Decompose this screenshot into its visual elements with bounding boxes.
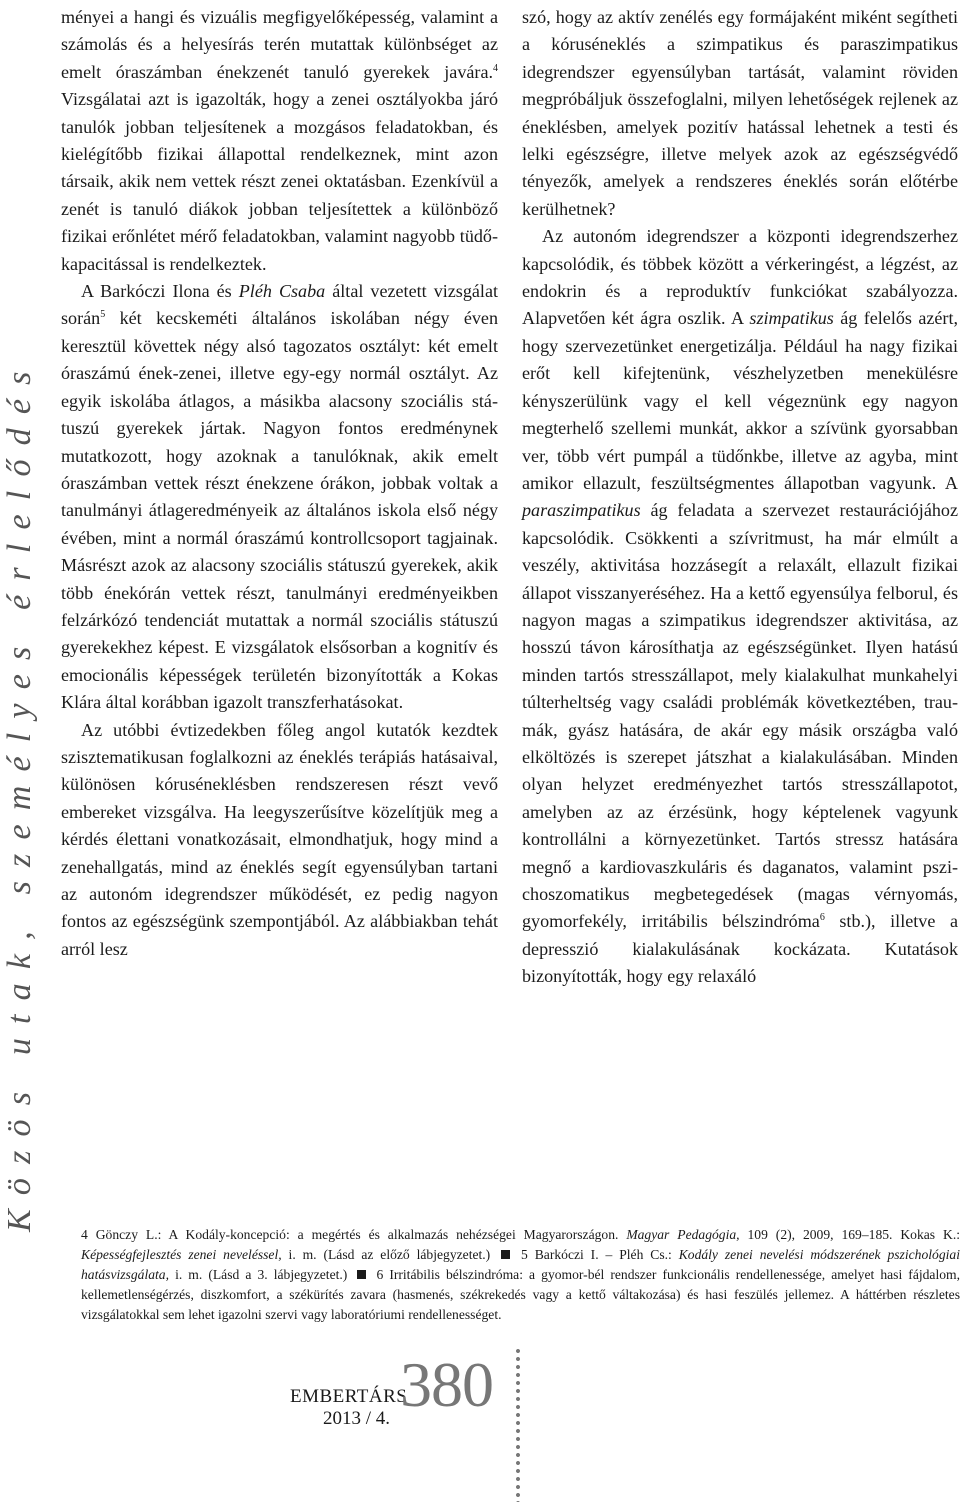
journal-issue: 2013 / 4. xyxy=(322,1408,390,1429)
footnote-ref-4: 4 xyxy=(493,62,498,74)
left-paragraph-3: Az utóbbi évtizedekben főleg angol kutatók kezdtek szisztematikusan foglalkozni az éneklés terápiás hatásaival, különösen kóruséneklésben rendszeresen részt vevő embereket vizsgálva. Ha leegyszerűsítve közelítjük meg a kérdés élettani vonatkozásait, elmondhatjuk, hogy mind a zenehallgatás, mind az éneklés segít egyensúlyban tartani az autonóm idegrendszer működését, ez pedig nagyon fontos az egészségünk szempontjából. Az alábbiakban tehát arról lesz xyxy=(61,719,498,959)
square-bullet-icon xyxy=(357,1270,366,1279)
right-column xyxy=(522,4,958,991)
running-title: Közös utak, személyes érlelődés xyxy=(1,357,38,1233)
dot-pattern-decoration xyxy=(514,1347,522,1502)
left-column xyxy=(61,4,498,963)
journal-info xyxy=(290,1386,408,1430)
footnote-5: 5 Barkóczi I. – Pléh Cs.: Kodály zenei nevelési módszerének pszichológiai hatásvizsgálata, i. m. (Lásd a 3. lábjegyzetet.) xyxy=(81,1247,960,1282)
page-number: 380 xyxy=(400,1349,493,1420)
footnote-ref-6: 6 xyxy=(819,912,825,924)
footnote-ref-5: 5 xyxy=(100,309,106,321)
right-paragraph-2: Az autonóm idegrendszer a központi idegrendszerhez kapcsolódik, és többek között a vérkeringést, a légzést, az endokrin és a reproduktív funkciókat szabályozza. Alapvetően két ágra oszlik. A szimpatikus ág felelős azért, hogy szervezetünket energetizálja. Például ha nagy fizikai erőt kell kifejtenünk, vészhelyzetben menekülésre kényszerülünk vagy el kell végeznünk egy nagyon megterhelő szellemi munkát, akkor a szívünk gyorsabban ver, több vért pumpál a tüdőnkbe, illetve az agyba, mint amikor ellazult, feszültségmentes állapotban vagyunk. A paraszimpatikus ág feladata a szervezet restaurációjához kapcsolódik. Csökkenti a szívritmust, ha már elmúlt a veszély, aktivitása hozzásegít a relaxált, ellazult fizikai állapot visszanyeréséhez. Ha a kettő egyensúlya felborul, és nagyon magas a szimpatikus idegrendszer aktivitása, az hosszú távon károsíthatja az egészségünket. Ilyen hatású minden tartós stresszállapot, mely kialakulhat munkahelyi túlterheltség vagy családi problémák következtében, traumák, gyász hatására, de akár egy másik országba való elköltözés is szerepet játszhat a kialakulásában. Minden olyan helyzet eredményezhet tartós stresszállapotot, amelyben az az érzésünk, hogy képtelenek vagyunk kontrollálni a környezetünket. Tartós stressz hatására megnő a kardiovaszkuláris és daganatos, valamint pszichoszomatikus megbetegedések (magas vérnyomás, gyomorfekély, irritábilis bélszindróma$^6$ stb.), illetve a depresszió kialakulásának kockázata. Kutatások bizonyították, hogy egy relaxáló xyxy=(522,226,959,987)
square-bullet-icon xyxy=(501,1250,510,1259)
footnote-4: 4 Gönczy L.: A Kodály-koncepció: a megértés és alkalmazás nehézségei Magyarországon. Magyar Pedagógia, 109 (2), 2009, 169–185. Kokas K.: Képességfejlesztés zenei neveléssel, i. m. (Lásd az előző lábjegyzetet.) xyxy=(81,1227,960,1262)
left-paragraph-2: A Barkóczi Ilona és Pléh Csaba által vezetett vizsgálat során$^5$ két kecskeméti általános iskolában négy éven keresztül követtek négy alsó tagozatos osztályt: két emelt óraszámú ének-zenei, illetve egy-egy normál osztályt. Az egyik iskolába átlagos, a másikba alacsony szociális státuszú gyerekek jártak. Nagyon fontos eredménynek mutatkozott, hogy azoknak a tanulóknak, akik emelt óraszámban vettek részt énekzene órákon, jobbak voltak a tanulmányi átlageredményeik az általános iskola első négy évében, mint a normál óraszámú kontrollcsoport tagjainak. Másrészt azok az alacsony szociális státuszú gyerekek, akik több énekórán vettek részt, tanulmányi eredményeikben felzárkózó tendenciát mutattak a normál szociális státuszú gyerekekhez képest. E vizsgálatok elsősorban a kognitív és emocionális képességek területén bizonyították a Kokas Klára által korábban igazolt transzferhatásokat. xyxy=(61,281,498,713)
footnote-6: 6 Irritábilis bélszindróma: a gyomor-bél rendszer funkcionális rendellenessége, amelyet hasi fájdalom, kellemetlenségérzés, diszkomfort, a székürítés zavara (hasmenés, székrekedés vagy a kettő váltakozása) és hasi feszülés jellemez. A háttérben részletes vizsgálatokkal sem lehet igazolni szervi vagy laboratóriumi rendellenességet. xyxy=(81,1267,960,1322)
journal-name: EMBERTÁRS xyxy=(290,1386,408,1407)
footnotes xyxy=(81,1225,960,1325)
right-paragraph-1: szó, hogy az aktív zenélés egy formájaként miként segítheti a kóruséneklés a szimpatikus és paraszimpatikus idegrendszer egyensúlyban tartását, valamint röviden megpróbáljuk összefoglalni, milyen lehetőségek rejlenek az éneklésben, amelyek pozitív hatással lehetnek a testi és lelki egészségre, illetve melyek azok az egészségvédő tényezők, amelyek a rendszeres éneklés során előtérbe kerülhetnek? xyxy=(522,7,958,219)
left-paragraph-1: ményei a hangi és vizuális megfigyelőképesség, valamint a számolás és a helyesírás terén mutattak különbséget az emelt óraszámban énekzenét tanuló gyerekek javára.$^4$ Vizsgálatai azt is igazolták, hogy a zenei osztályokba járó tanulók jobban teljesítenek a mozgásos feladatokban, és kielégítőbb fizikai állapottal rendelkeznek, mint azon társaik, akik nem vettek részt zenei oktatásban. Ezenkívül a zenét is tanuló diákok jobban teljesítettek a különböző fizikai erőnlétet mérő feladatokban, valamint nagyobb tüdőkapacitással is rendelkeztek. xyxy=(61,7,498,274)
